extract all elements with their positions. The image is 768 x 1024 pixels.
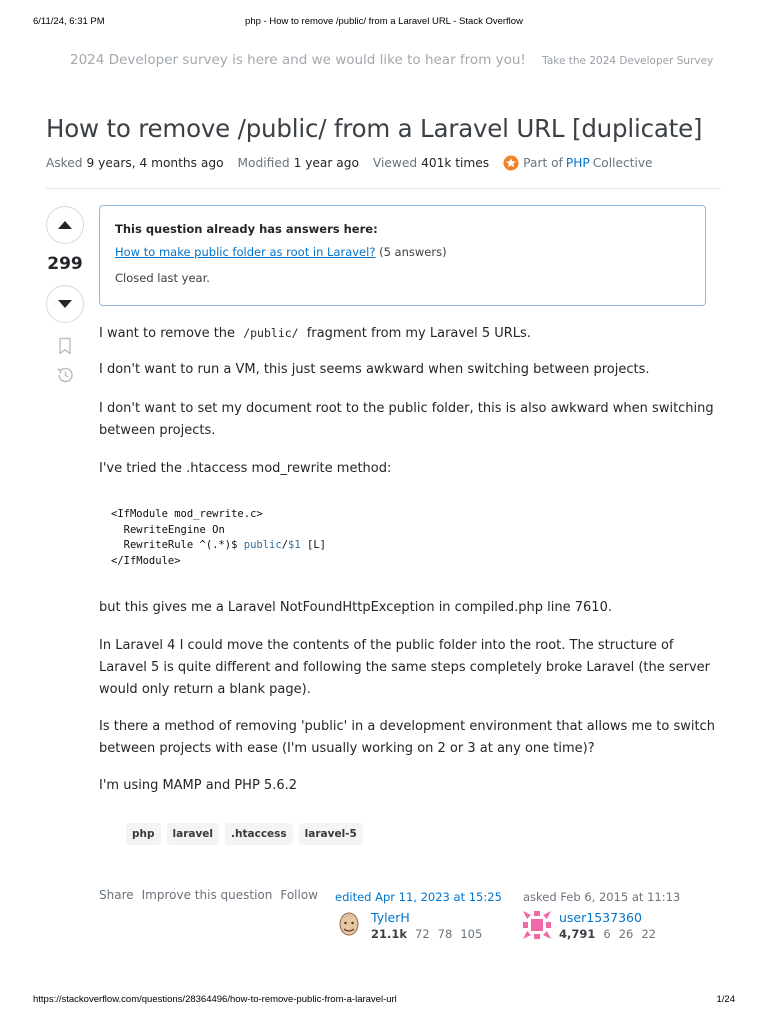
asker-name[interactable]: user1537360 (559, 910, 642, 925)
asked-caption: asked Feb 6, 2015 at 11:13 (523, 890, 681, 904)
duplicate-heading: This question already has answers here: (115, 222, 378, 236)
print-header (33, 16, 735, 32)
collective-badge-icon (503, 155, 519, 171)
vote-count: 299 (47, 254, 83, 274)
code-slash: / (281, 539, 289, 551)
tag-laravel-5[interactable]: laravel-5 (299, 823, 363, 845)
body-paragraph-2: I don't want to run a VM, this just seems awkward when switching between projects. (99, 362, 650, 377)
viewed-value: 401k times (421, 156, 490, 170)
body-paragraph-3: I don't want to set my document root to the public folder, this is also awkward when switching between projects. (99, 401, 714, 438)
collective-prefix: Part of (523, 156, 563, 170)
editor-reputation (371, 926, 490, 942)
vote-cell (46, 206, 84, 385)
question-meta (46, 155, 653, 171)
modified-label: Modified (237, 156, 290, 170)
code-line-3 (111, 538, 694, 554)
asked-label: Asked (46, 156, 83, 170)
history-icon[interactable] (55, 365, 75, 385)
triangle-up-icon (57, 220, 73, 230)
code-capture: $1 (288, 539, 301, 551)
asker-gold: 6 (603, 927, 611, 941)
body-paragraph-4: I've tried the .htaccess mod_rewrite method: (99, 461, 392, 476)
editor-name[interactable]: TylerH (371, 910, 410, 925)
collective-link[interactable] (503, 155, 652, 171)
asker-reputation (559, 926, 664, 942)
duplicate-line (115, 245, 690, 259)
triangle-down-icon (57, 299, 73, 309)
body-paragraph-6: In Laravel 4 I could move the contents of the public folder into the root. The structure of Laravel 5 is quite different and following the same steps completely broke Laravel (the server would only return a blank page). (99, 638, 711, 697)
editor-card (335, 890, 502, 942)
print-date: 6/11/24, 6:31 PM (33, 16, 105, 27)
survey-link[interactable]: Take the 2024 Developer Survey (542, 55, 714, 67)
header-divider (46, 188, 721, 189)
code-rule: RewriteRule ^(.*)$ (111, 539, 244, 551)
tag-htaccess[interactable]: .htaccess (225, 823, 293, 845)
p1-after: fragment from my Laravel 5 URLs. (306, 326, 531, 341)
survey-banner (70, 52, 714, 72)
body-paragraph-5: but this gives me a Laravel NotFoundHttpException in compiled.php line 7610. (99, 600, 612, 615)
upvote-button[interactable] (46, 206, 84, 244)
collective-suffix: Collective (592, 156, 653, 170)
asker-card (523, 890, 680, 942)
code-block (99, 498, 706, 584)
edited-caption[interactable]: edited Apr 11, 2023 at 15:25 (335, 890, 502, 904)
asker-bronze: 22 (641, 927, 656, 941)
post-actions (99, 888, 318, 902)
editor-info (335, 910, 502, 942)
print-url: https://stackoverflow.com/questions/28364496/how-to-remove-public-from-a-laravel-url (33, 994, 397, 1005)
duplicate-link[interactable]: How to make public folder as root in Laravel? (115, 245, 376, 259)
closed-notice: Closed last year. (115, 271, 210, 285)
downvote-button[interactable] (46, 285, 84, 323)
asker-info (523, 910, 680, 942)
asker-silver: 26 (618, 927, 634, 941)
duplicate-notice (99, 205, 706, 306)
editor-silver: 78 (437, 927, 453, 941)
modified-value[interactable]: 1 year ago (293, 156, 359, 170)
follow-link[interactable]: Follow (280, 888, 318, 902)
editor-gold: 72 (415, 927, 430, 941)
survey-banner-text: 2024 Developer survey is here and we would like to hear from you! (70, 52, 526, 68)
asker-avatar[interactable] (523, 911, 551, 939)
p1-before: I want to remove the (99, 326, 236, 341)
code-line-4: </IfModule> (111, 554, 181, 567)
code-flag: [L] (300, 539, 326, 551)
bookmark-icon[interactable] (58, 337, 72, 355)
asked-value[interactable]: 9 years, 4 months ago (86, 156, 224, 170)
question-title[interactable]: How to remove /public/ from a Laravel URL [duplicate] (46, 114, 703, 143)
editor-rep: 21.1k (371, 927, 408, 941)
editor-avatar[interactable] (335, 911, 363, 939)
inline-code-public: /public/ (239, 326, 302, 340)
collective-name[interactable]: PHP (565, 156, 590, 170)
body-paragraph-7: Is there a method of removing 'public' in a development environment that allows me to switch between projects with ease (I'm usually working on 2 or 3 at any one time)? (99, 719, 715, 756)
print-page-number: 1/24 (716, 994, 735, 1005)
print-page-title: php - How to remove /public/ from a Laravel URL - Stack Overflow (245, 16, 523, 27)
body-paragraph-8: I'm using MAMP and PHP 5.6.2 (99, 778, 298, 793)
body-paragraph-1 (99, 322, 719, 345)
editor-bronze: 105 (460, 927, 483, 941)
code-public: public (243, 539, 282, 551)
code-line-1: <IfModule mod_rewrite.c> (111, 508, 263, 520)
tag-laravel[interactable]: laravel (167, 823, 220, 845)
asker-rep: 4,791 (559, 927, 596, 941)
viewed-label: Viewed (372, 156, 418, 170)
duplicate-answer-count: (5 answers) (379, 245, 447, 259)
improve-question-link[interactable]: Improve this question (141, 888, 273, 902)
code-line-2: RewriteEngine On (111, 523, 225, 536)
tag-php[interactable]: php (126, 823, 161, 845)
tag-list (126, 823, 363, 845)
share-link[interactable]: Share (99, 888, 134, 902)
